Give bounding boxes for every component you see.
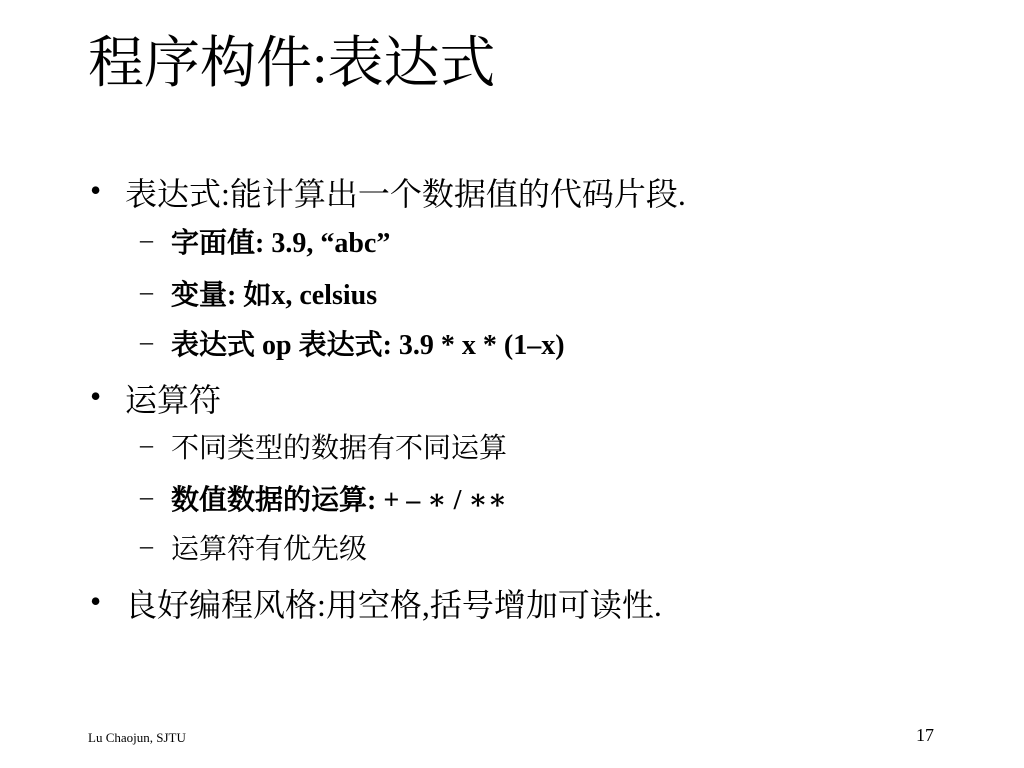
slide-title: 程序构件:表达式	[88, 33, 496, 95]
sub-bullet-text-types: 不同类型的数据有不同运算	[171, 433, 508, 464]
sub-bullet-text-precedence: 运算符有优先级	[171, 534, 368, 565]
bullet-text-expression-def: 表达式:能计算出一个数据值的代码片段.	[125, 176, 686, 212]
dash-icon: –	[140, 430, 153, 459]
dash-icon: –	[140, 327, 153, 356]
sub-bullet-text-expression-op: 表达式 op 表达式: 3.9 * x * (1–x)	[171, 330, 565, 361]
bullet-text-operators: 运算符	[125, 382, 222, 418]
page-number: 17	[916, 725, 934, 745]
dash-icon: –	[140, 225, 153, 254]
bullet-dot-icon: •	[90, 378, 102, 414]
sub-bullet-text-numeric-ops: 数值数据的运算: + – ∗ / ∗∗	[171, 485, 508, 516]
sub-bullet-text-variable: 变量: 如x, celsius	[171, 280, 378, 311]
bullet-text-style: 良好编程风格:用空格,括号增加可读性.	[125, 587, 662, 623]
sub-bullet-text-literal: 字面值: 3.9, “abc”	[171, 228, 391, 259]
dash-icon: –	[140, 277, 153, 306]
dash-icon: –	[140, 531, 153, 560]
bullet-dot-icon: •	[90, 583, 102, 619]
bullet-dot-icon: •	[90, 172, 102, 208]
dash-icon: –	[140, 482, 153, 511]
footer-author: Lu Chaojun, SJTU	[88, 730, 186, 745]
